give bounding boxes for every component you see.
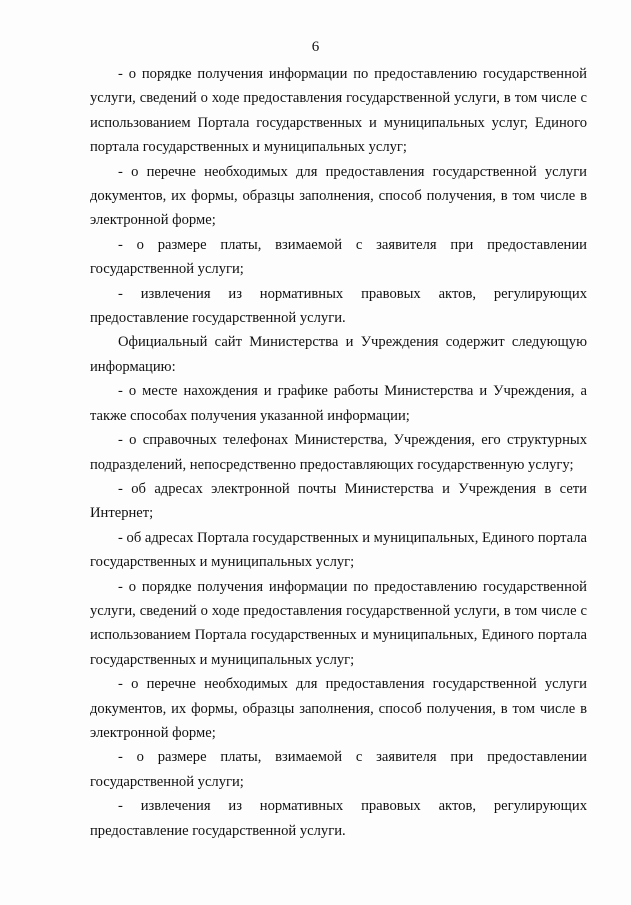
page-number: 6 bbox=[311, 39, 320, 55]
paragraph: - извлечения из нормативных правовых актов, регулирующих предоставление государственной услуги. bbox=[90, 285, 587, 327]
paragraph: - о размере платы, взимаемой с заявителя при предоставлении государственной услуги; bbox=[90, 236, 587, 278]
paragraph: Официальный сайт Министерства и Учреждения содержит следующую информацию: bbox=[90, 334, 587, 375]
paragraph: - о месте нахождения и графике работы Министерства и Учреждения, а также способах получения указанной информации; bbox=[90, 383, 587, 424]
paragraph: - о порядке получения информации по предоставлению государственной услуги, сведений о ходе предоставления государственной услуги, в том числе с использованием Портала государственных и муниципальных услуг, Единого портала государственных и муниципальных услуг; bbox=[90, 66, 587, 156]
paragraph: - о размере платы, взимаемой с заявителя при предоставлении государственной услуги; bbox=[90, 749, 587, 790]
paragraph: - извлечения из нормативных правовых актов, регулирующих предоставление государственной услуги. bbox=[90, 798, 587, 839]
paragraph: - о порядке получения информации по предоставлению государственной услуги, сведений о ходе предоставления государственной услуги, в том числе с использованием Портала государственных и муниципальных, Единого портала государственных и муниципальных услуг; bbox=[90, 578, 587, 668]
paragraph: - о перечне необходимых для предоставления государственной услуги документов, их формы, образцы заполнения, способ получения, в том числе в электронной форме; bbox=[90, 676, 587, 741]
paragraph: - об адресах электронной почты Министерства и Учреждения в сети Интернет; bbox=[90, 480, 587, 522]
paragraph: - об адресах Портала государственных и муниципальных, Единого портала государственных и муниципальных услуг; bbox=[90, 529, 587, 571]
paragraph: - о перечне необходимых для предоставления государственной услуги документов, их формы, образцы заполнения, способ получения, в том числе в электронной форме; bbox=[90, 163, 587, 229]
document-body bbox=[90, 62, 587, 843]
paragraph: - о справочных телефонах Министерства, Учреждения, его структурных подразделений, непосредственно предоставляющих государственную услугу; bbox=[90, 432, 587, 473]
